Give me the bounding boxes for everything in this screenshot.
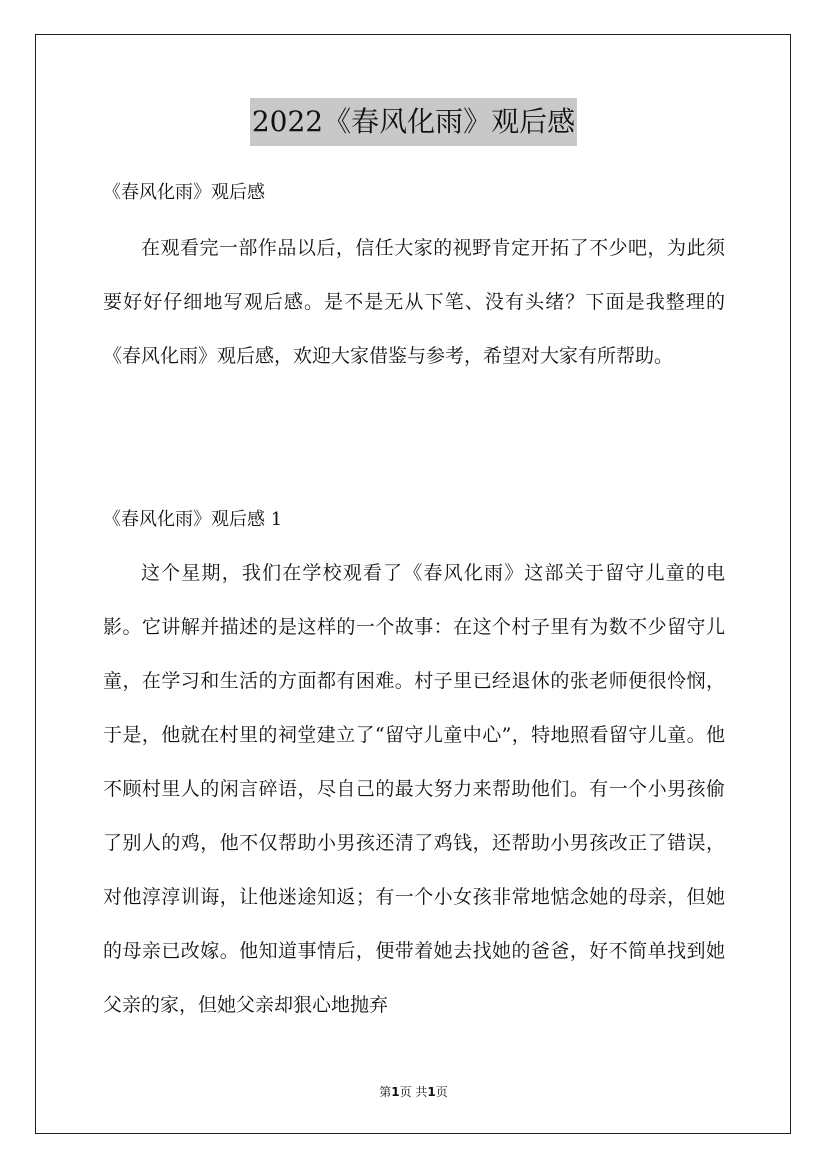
footer-mid: 页 共 bbox=[399, 1085, 428, 1099]
page-footer bbox=[0, 1084, 827, 1100]
intro-paragraph: 在观看完一部作品以后，信任大家的视野肯定开拓了不少吧，为此须要好好仔细地写观后感。是不是无从下笔、没有头绪？下面是我整理的《春风化雨》观后感，欢迎大家借鉴与参考，希望对大家有所帮助。 bbox=[103, 237, 725, 367]
section-heading-intro: 《春风化雨》观后感 bbox=[103, 182, 265, 203]
section-heading-1: 《春风化雨》观后感 1 bbox=[103, 509, 283, 530]
document-title: 2022《春风化雨》观后感 bbox=[250, 98, 577, 146]
footer-prefix: 第 bbox=[379, 1085, 392, 1099]
title-container bbox=[0, 98, 827, 146]
footer-page-current: 1 bbox=[391, 1085, 400, 1099]
footer-suffix: 页 bbox=[435, 1085, 448, 1099]
footer-page-total: 1 bbox=[427, 1085, 436, 1099]
section-1-paragraph: 这个星期，我们在学校观看了《春风化雨》这部关于留守儿童的电影。它讲解并描述的是这样的一个故事：在这个村子里有为数不少留守儿童，在学习和生活的方面都有困难。村子里已经退休的张老师便很怜悯，于是，他就在村里的祠堂建立了“留守儿童中心”，特地照看留守儿童。他不顾村里人的闲言碎语，尽自己的最大努力来帮助他们。有一个小男孩偷了别人的鸡，他不仅帮助小男孩还清了鸡钱，还帮助小男孩改正了错误，对他淳淳训诲，让他迷途知返；有一个小女孩非常地惦念她的母亲，但她的母亲已改嫁。他知道事情后，便带着她去找她的爸爸，好不简单找到她父亲的家，但她父亲却狠心地抛弃 bbox=[103, 562, 725, 1016]
